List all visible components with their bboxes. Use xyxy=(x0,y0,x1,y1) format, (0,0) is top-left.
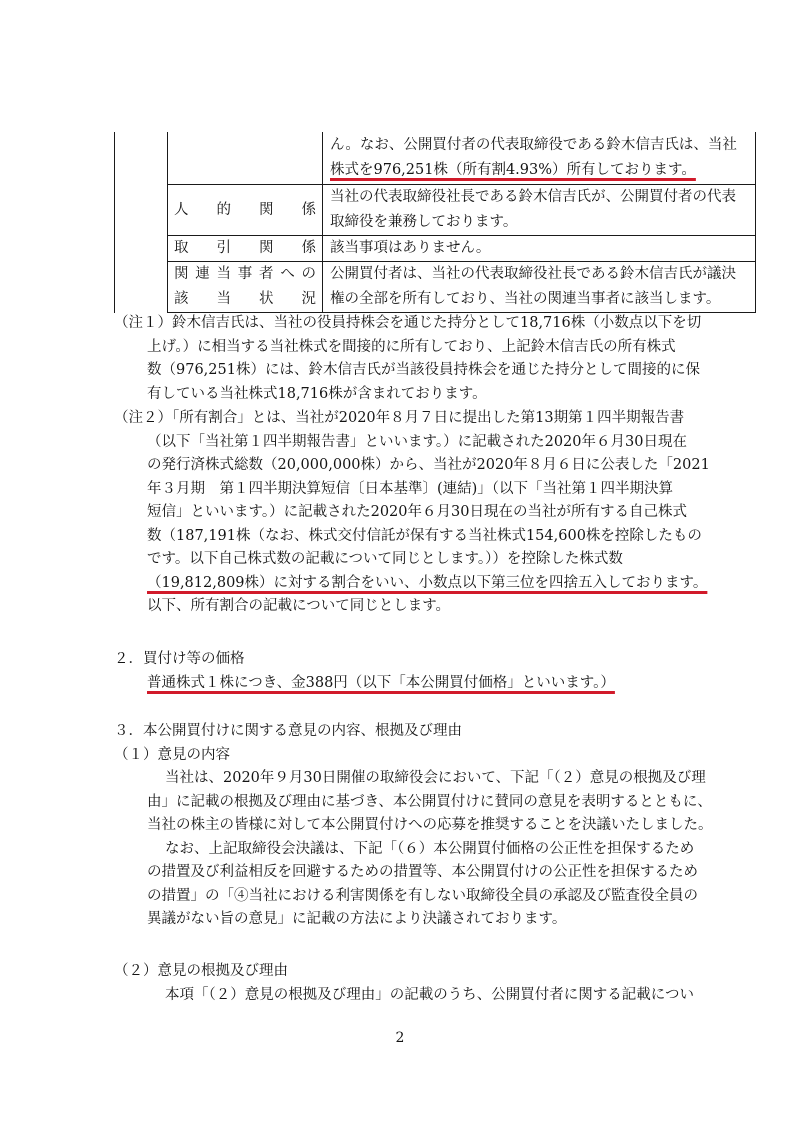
table-text-line: 権の全部を所有しており、当社の関連当事者に該当します。 xyxy=(330,291,721,307)
table-text-line: 該当事項はありません。 xyxy=(330,240,491,256)
section-heading: ３．本公開買付けに関する意見の内容、根拠及び理由 xyxy=(114,723,462,739)
table-label-cell: 関 連 当 事 者 へ の 該 当 状 況 xyxy=(168,262,323,313)
section-3-2 xyxy=(114,960,754,1007)
paragraph-line: 異議がない旨の意見」に記載の方法により決議されております。 xyxy=(147,911,567,927)
paragraph-line: 本項「（２）意見の根拠及び理由」の記載のうち、公開買付者に関する記載につい xyxy=(165,986,694,1003)
table-row xyxy=(115,185,756,236)
table-label-cell xyxy=(168,132,323,185)
page-number: 2 xyxy=(395,1030,405,1046)
relationship-table xyxy=(114,132,756,313)
subsection-heading: （１）意見の内容 xyxy=(114,746,230,763)
table-value-cell xyxy=(323,185,756,236)
table-text-line: 取締役を兼務しております。 xyxy=(330,214,518,230)
table-row xyxy=(115,132,756,185)
paragraph-line: の措置」の「④当社における利害関係を有しない取締役全員の承認及び監査役全員の xyxy=(147,887,698,904)
paragraph-line: の措置及び利益相反を回避するための措置等、本公開買付けの公正性を担保するため xyxy=(147,864,698,880)
section-2 xyxy=(114,648,754,695)
section-3 xyxy=(114,720,754,932)
note-line: （以下「当社第１四半期報告書」といいます。）に記載された2020年６月30日現在 xyxy=(147,433,687,450)
table-row xyxy=(115,262,756,313)
subsection-heading: （２）意見の根拠及び理由 xyxy=(114,963,288,979)
table-row xyxy=(115,236,756,262)
table-blank-column xyxy=(115,132,168,313)
section-heading: ２．買付け等の価格 xyxy=(114,651,245,667)
note-line: （注１）鈴木信吉氏は、当社の役員持株会を通じた持分として18,716株（小数点以下を切 xyxy=(114,315,702,331)
note-line: 年３月期 第１四半期決算短信〔日本基準〕(連結)」（以下「当社第１四半期決算 xyxy=(147,480,674,497)
table-text-line: 公開買付者は、当社の代表取締役社長である鈴木信吉氏が議決 xyxy=(330,266,736,282)
paragraph-line: 当社の株主の皆様に対して本公開買付けへの応募を推奨することを決議いたしました。 xyxy=(147,817,713,833)
note-line: 上げ。）に相当する当社株式を間接的に所有しており、上記鈴木信吉氏の所有株式 xyxy=(147,338,676,355)
note-1 xyxy=(114,312,754,406)
table-text-line: 当社の代表取締役社長である鈴木信吉氏が、公開買付者の代表 xyxy=(330,189,736,205)
note-line: （注２）「所有割合」とは、当社が2020年８月７日に提出した第13期第１四半期報告書 xyxy=(114,410,685,426)
table-text-line: ん。なお、公開買付者の代表取締役である鈴木信吉氏は、当社 xyxy=(330,137,737,153)
note-line: 有している当社株式18,716株が含まれております。 xyxy=(147,385,487,402)
paragraph-line: なお、上記取締役会決議は、下記「（６）本公開買付価格の公正性を担保するため xyxy=(165,840,695,857)
table-value-cell xyxy=(323,236,756,262)
note-line: の発行済株式総数（20,000,000株）から、当社が2020年８月６日に公表した「2021 xyxy=(147,457,710,473)
underlined-text: 株式を976,251株（所有割4.93%）所有しております。 xyxy=(330,162,696,178)
table-value-cell xyxy=(323,262,756,313)
paragraph-line: 当社は、2020年９月30日開催の取締役会において、下記「（２）意見の根拠及び理 xyxy=(165,770,706,786)
note-line: です。以下自己株式数の記載について同じとします。））を控除した株式数 xyxy=(147,551,623,567)
note-line: 数（187,191株（なお、株式交付信託が保有する当社株式154,600株を控除したもの xyxy=(147,527,702,544)
note-2 xyxy=(114,407,754,619)
underlined-text: （19,812,809株）に対する割合をいい、小数点以下第三位を四捨五入しております。 xyxy=(147,574,708,591)
price-text: 普通株式１株につき、金388円（以下「本公開買付価格」といいます。） xyxy=(147,674,615,691)
paragraph-line: 由」に記載の根拠及び理由に基づき、本公開買付けに賛同の意見を表明するとともに、 xyxy=(147,793,712,810)
table-label-cell: 取 引 関 係 xyxy=(168,236,323,262)
table-label-cell: 人 的 関 係 xyxy=(168,185,323,236)
note-line: 以下、所有割合の記載について同じとします。 xyxy=(147,598,451,614)
table-value-cell xyxy=(323,132,756,185)
note-line: 短信」といいます。）に記載された2020年６月30日現在の当社が所有する自己株式 xyxy=(147,504,687,520)
note-line: 数（976,251株）には、鈴木信吉氏が当該役員持株会を通じた持分として間接的に保 xyxy=(147,362,700,378)
